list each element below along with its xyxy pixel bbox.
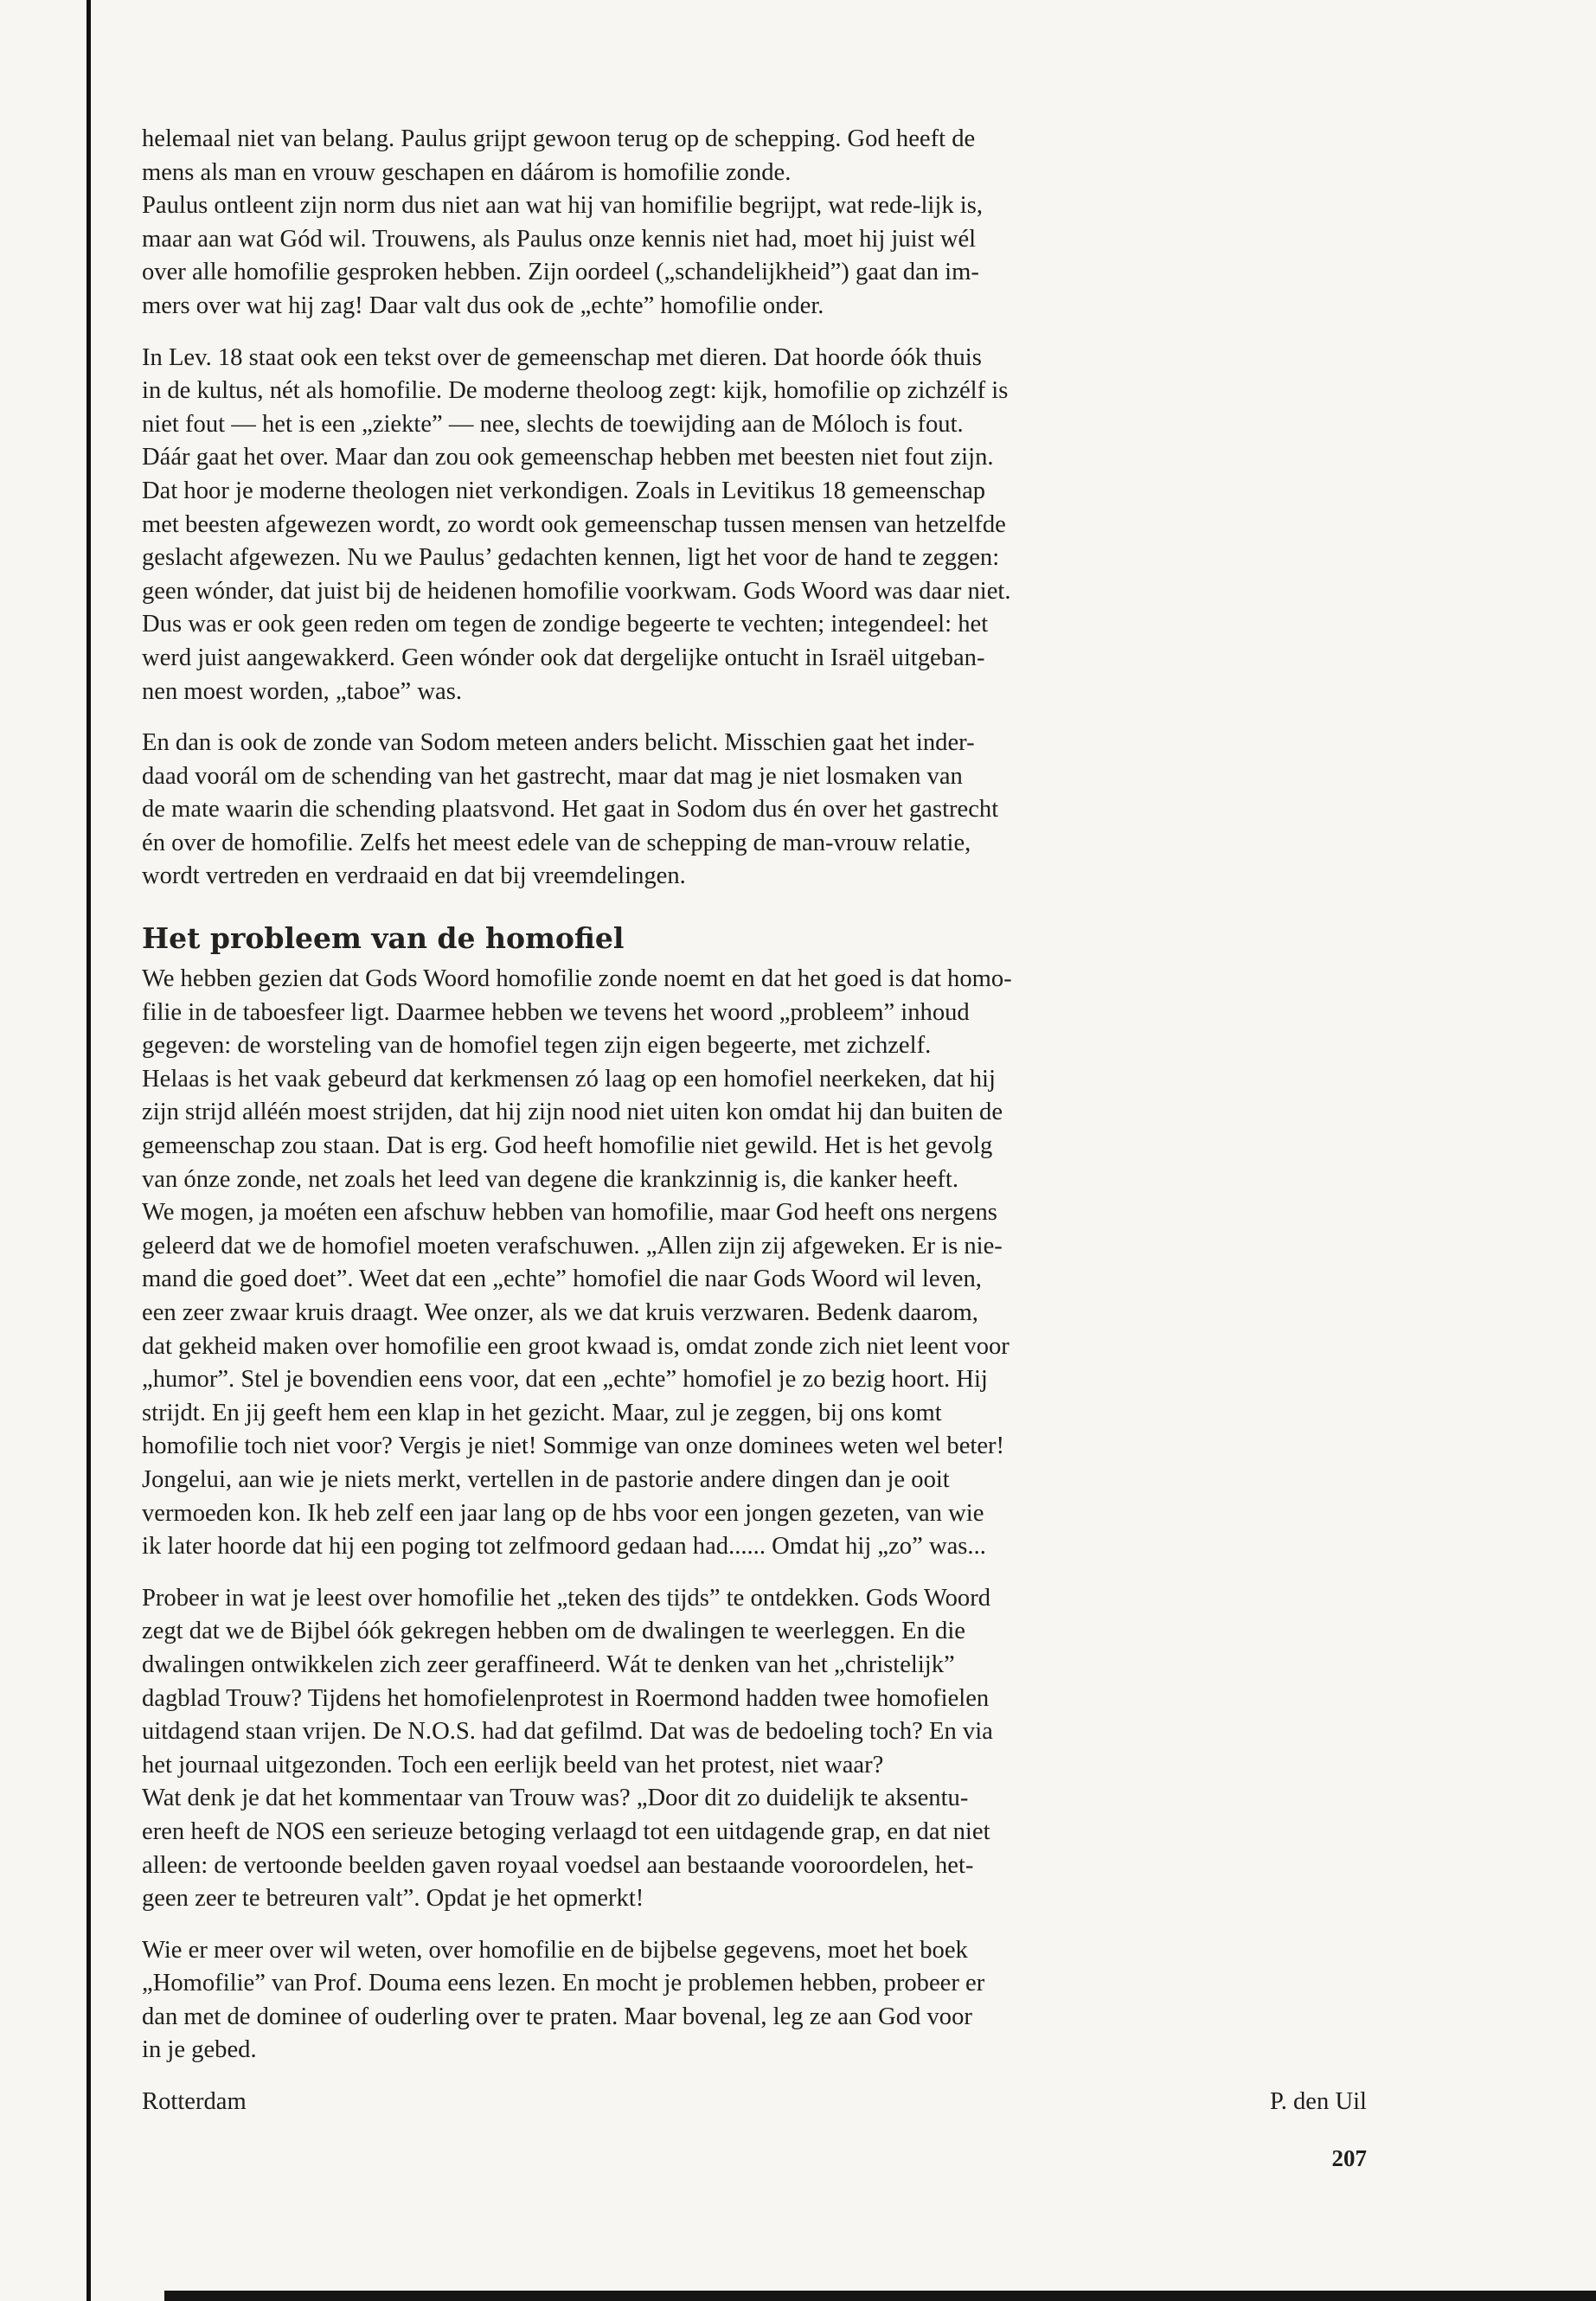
text-line: Probeer in wat je leest over homofilie het „teken des tijds” te ontdekken. Gods Woord (142, 1584, 991, 1612)
body-section-1 (142, 123, 1367, 894)
text-line: Wat denk je dat het kommentaar van Trouw was? „Door dit zo duidelijk te aksentu- (142, 1785, 969, 1812)
text-line: Helaas is het vaak gebeurd dat kerkmensen zó laag op een homofiel neerkeken, dat hij (142, 1065, 996, 1093)
text-line: mers over wat hij zag! Daar valt dus ook de „echte” homofilie onder. (142, 292, 824, 319)
text-line: maar aan wat Gód wil. Trouwens, als Paulus onze kennis niet had, moet hij juist wél (142, 225, 977, 253)
section-heading: Het probleem van de homofiel (142, 921, 625, 956)
text-line: een zeer zwaar kruis draagt. Wee onzer, als we dat kruis verzwaren. Bedenk daarom, (142, 1299, 978, 1326)
text-line: geslacht afgewezen. Nu we Paulus’ gedachten kennen, ligt het voor de hand te zeggen: (142, 544, 1000, 572)
text-line: in de kultus, nét als homofilie. De moderne theoloog zegt: kijk, homofilie op zichzélf is (142, 377, 1009, 405)
text-line: werd juist aangewakkerd. Geen wónder ook dat dergelijke ontucht in Israël uitgeban- (142, 644, 985, 671)
text-line: met beesten afgewezen wordt, zo wordt ook gemeenschap tussen mensen van hetzelfde (142, 510, 1006, 538)
text-line: gemeenschap zou staan. Dat is erg. God heeft homofilie niet gewild. Het is het gevolg (142, 1132, 993, 1160)
text-line: Wie er meer over wil weten, over homofilie en de bijbelse gegevens, moet het boek (142, 1936, 968, 1964)
text-line: In Lev. 18 staat ook een tekst over de gemeenschap met dieren. Dat hoorde óók thuis (142, 343, 982, 371)
text-line: over alle homofilie gesproken hebben. Zijn oordeel („schandelijkheid”) gaat dan im- (142, 259, 979, 286)
paragraph (142, 1934, 1367, 2067)
paragraph (142, 123, 1367, 324)
text-line: wordt vertreden en verdraaid en dat bij vreemdelingen. (142, 862, 686, 890)
paragraph (142, 1582, 1367, 1916)
text-line: Jongelui, aan wie je niets merkt, vertellen in de pastorie andere dingen dan je ooit (142, 1465, 950, 1493)
text-line: nen moest worden, „taboe” was. (142, 677, 463, 705)
text-line: vermoeden kon. Ik heb zelf een jaar lang op de hbs voor een jongen gezeten, van wie (142, 1499, 984, 1527)
text-line: gegeven: de worsteling van de homofiel tegen zijn eigen begeerte, met zichzelf. (142, 1032, 932, 1060)
text-line: Paulus ontleent zijn norm dus niet aan wat hij van homifilie begrijpt, wat rede-lijk is, (142, 192, 983, 220)
text-line: mens als man en vrouw geschapen en dáárom is homofilie zonde. (142, 158, 792, 186)
signature-author: P. den Uil (1269, 2088, 1367, 2116)
text-line: niet fout — het is een „ziekte” — nee, slechts de toewijding aan de Móloch is fout. (142, 410, 964, 438)
paragraph (142, 963, 1367, 1564)
left-margin-rule (87, 0, 91, 2301)
page-number: 207 (1331, 2144, 1367, 2171)
text-line: alleen: de vertoonde beelden gaven royaal voedsel aan bestaande vooroordelen, het- (142, 1851, 974, 1879)
text-line: én over de homofilie. Zelfs het meest edele van de schepping de man-vrouw relatie, (142, 829, 971, 856)
text-line: We hebben gezien dat Gods Woord homofilie zonde noemt en dat het goed is dat homo- (142, 965, 1012, 993)
text-line: zegt dat we de Bijbel óók gekregen hebben om de dwalingen te weerleggen. En die (142, 1618, 965, 1645)
text-line: homofilie toch niet voor? Vergis je niet! Sommige van onze dominees weten wel beter! (142, 1433, 1005, 1460)
text-line: dat gekheid maken over homofilie een groot kwaad is, omdat zonde zich niet leent voor (142, 1332, 1010, 1360)
text-line: strijdt. En jij geeft hem een klap in het gezicht. Maar, zul je zeggen, bij ons komt (142, 1399, 942, 1426)
text-line: „humor”. Stel je bovendien eens voor, dat een „echte” homofiel je zo bezig hoort. Hij (142, 1366, 988, 1394)
text-line: We mogen, ja moéten een afschuw hebben van homofilie, maar God heeft ons nergens (142, 1199, 997, 1227)
text-line: dwalingen ontwikkelen zich zeer geraffineerd. Wát te denken van het „christelijk” (142, 1650, 955, 1678)
signature-place: Rotterdam (142, 2088, 247, 2116)
text-line: in je gebed. (142, 2036, 257, 2064)
text-line: En dan is ook de zonde van Sodom meteen anders belicht. Misschien gaat het inder- (142, 729, 975, 757)
text-line: filie in de taboesfeer ligt. Daarmee hebben we tevens het woord „probleem” inhoud (142, 998, 970, 1026)
document-page (142, 123, 1367, 2175)
text-line: uitdagend staan vrijen. De N.O.S. had dat gefilmd. Dat was de bedoeling toch? En via (142, 1718, 993, 1746)
text-line: Dat hoor je moderne theologen niet verkondigen. Zoals in Levitikus 18 gemeenschap (142, 477, 986, 504)
text-line: van ónze zonde, net zoals het leed van degene die krankzinnig is, die kanker heeft. (142, 1165, 958, 1193)
text-line: helemaal niet van belang. Paulus grijpt gewoon terug op de schepping. God heeft de (142, 125, 976, 152)
text-line: Dáár gaat het over. Maar dan zou ook gemeenschap hebben met beesten niet fout zijn. (142, 444, 994, 471)
text-line: geleerd dat we de homofiel moeten verafschuwen. „Allen zijn zij afgeweken. Er is nie- (142, 1232, 1003, 1259)
text-line: ik later hoorde dat hij een poging tot zelfmoord gedaan had...... Omdat hij „zo” was... (142, 1533, 986, 1561)
text-line: zijn strijd alléén moest strijden, dat hij zijn nood niet uiten kon omdat hij dan buiten de (142, 1099, 1003, 1126)
text-line: eren heeft de NOS een serieuze betoging verlaagd tot een uitdagende grap, en dat niet (142, 1817, 990, 1845)
text-line: geen zeer te betreuren valt”. Opdat je het opmerkt! (142, 1885, 644, 1913)
text-line: de mate waarin die schending plaatsvond. Het gaat in Sodom dus én over het gastrecht (142, 796, 999, 824)
paragraph (142, 342, 1367, 709)
body-section-2 (142, 963, 1367, 2067)
text-line: „Homofilie” van Prof. Douma eens lezen. En mocht je problemen hebben, probeer er (142, 1970, 985, 1997)
text-line: mand die goed doet”. Weet dat een „echte” homofiel die naar Gods Woord wil leven, (142, 1266, 982, 1293)
text-line: het journaal uitgezonden. Toch een eerlijk beeld van het protest, niet waar? (142, 1751, 884, 1779)
paragraph (142, 727, 1367, 894)
bottom-edge-rule (164, 2291, 1596, 2301)
text-line: Dus was er ook geen reden om tegen de zondige begeerte te vechten; integendeel: het (142, 611, 989, 638)
text-line: geen wónder, dat juist bij de heidenen homofilie voorkwam. Gods Woord was daar niet. (142, 577, 1011, 605)
text-line: dagblad Trouw? Tijdens het homofielenprotest in Roermond hadden twee homofielen (142, 1684, 990, 1712)
signature (142, 2086, 1367, 2119)
text-line: dan met de dominee of ouderling over te praten. Maar bovenal, leg ze aan God voor (142, 2003, 972, 2030)
text-line: daad voorál om de schending van het gastrecht, maar dat mag je niet losmaken van (142, 762, 963, 790)
